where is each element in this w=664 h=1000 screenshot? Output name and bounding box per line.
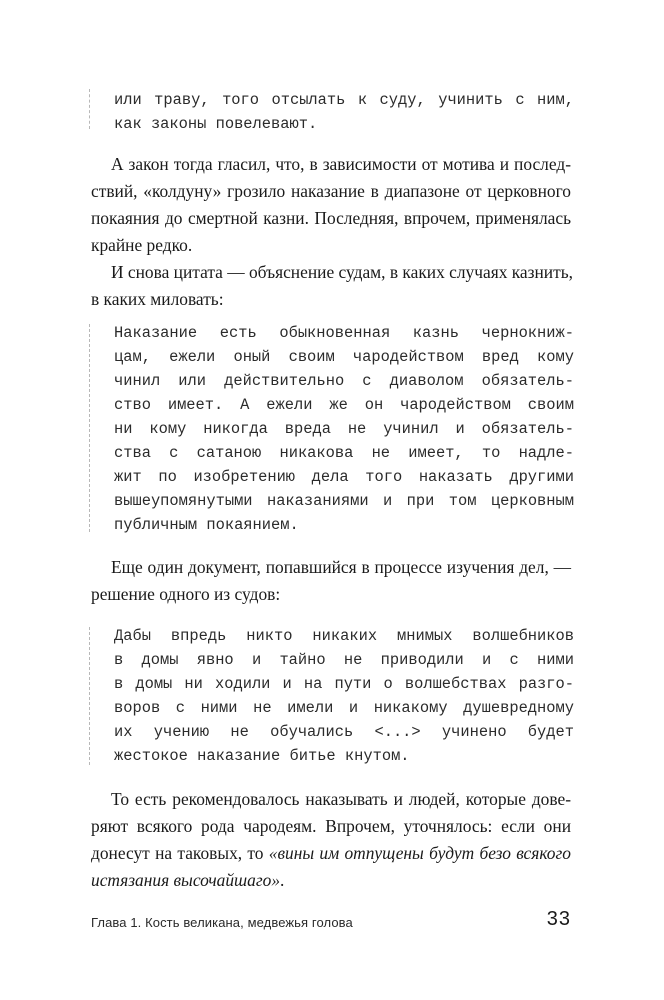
quote-line: публичным покаянием. xyxy=(114,516,299,534)
text-italic: «вины им отпущены будут безо всякого xyxy=(268,843,571,863)
paragraph-3 xyxy=(91,554,571,608)
text-line xyxy=(91,867,571,894)
quote-line: в домы явно и тайно не приводили и с ними xyxy=(114,651,574,669)
chapter-running-footer: Глава 1. Кость великана, медвежья голова xyxy=(91,915,353,930)
text-line: покаяния до смертной казни. Последняя, впрочем, применялась xyxy=(91,208,571,228)
quote-line: жит по изобретению дела того наказать другими xyxy=(114,468,574,486)
text-italic: истязания высочайшаго» xyxy=(91,870,281,890)
quote-bracket xyxy=(89,627,95,765)
text-line: Еще один документ, попавшийся в процессе изучения дел, — xyxy=(111,557,571,577)
quote-block-2 xyxy=(114,321,574,537)
text-plain: . xyxy=(280,870,285,890)
paragraph-1 xyxy=(91,151,571,259)
text-line: решение одного из судов: xyxy=(91,584,281,604)
quote-line: ства с сатаною никакова не имеет, то надле- xyxy=(114,444,574,462)
quote-line: вышеупомянутыми наказаниями и при том церковным xyxy=(114,492,574,510)
text-plain: донесут на таковых, то xyxy=(91,843,269,863)
quote-line: их учению не обучались <...> учинено будет xyxy=(114,723,574,741)
text-line xyxy=(91,840,571,867)
quote-line: жестокое наказание битье кнутом. xyxy=(114,747,410,765)
quote-line: Наказание есть обыкновенная казнь чернокниж- xyxy=(114,324,574,342)
text-line: в каких миловать: xyxy=(91,289,224,309)
text-line: То есть рекомендовалось наказывать и людей, которые дове- xyxy=(111,789,571,809)
quote-line: воров с ними не имели и никакому душевредному xyxy=(114,699,574,717)
paragraph-4 xyxy=(91,786,571,894)
quote-line: ство имеет. А ежели же он чародейством своим xyxy=(114,396,574,414)
text-line: И снова цитата — объяснение судам, в каких случаях казнить, xyxy=(111,262,573,282)
quote-line: чинил или действительно с диаволом обязатель- xyxy=(114,372,574,390)
quote-line: или траву, того отсылать к суду, учинить с ним, xyxy=(114,91,574,109)
quote-line: в домы ни ходили и на пути о волшебствах разго- xyxy=(114,675,574,693)
quote-line: цам, ежели оный своим чародейством вред кому xyxy=(114,348,574,366)
text-line: ряют всякого рода чародеям. Впрочем, уточнялось: если они xyxy=(91,816,571,836)
text-line: крайне редко. xyxy=(91,235,193,255)
page-number: 33 xyxy=(546,908,571,930)
quote-line: Дабы впредь никто никаких мнимых волшебников xyxy=(114,627,574,645)
text-line: ствий, «колдуну» грозило наказание в диапазоне от церковного xyxy=(91,181,571,201)
quote-line: ни кому никогда вреда не учинил и обязатель- xyxy=(114,420,574,438)
quote-block-3 xyxy=(114,624,574,768)
quote-bracket xyxy=(89,324,95,532)
quote-line: как законы повелевают. xyxy=(114,115,318,133)
paragraph-2 xyxy=(91,259,571,313)
quote-block-1 xyxy=(114,88,574,136)
quote-bracket xyxy=(89,89,95,129)
text-line: А закон тогда гласил, что, в зависимости от мотива и послед- xyxy=(111,154,571,174)
